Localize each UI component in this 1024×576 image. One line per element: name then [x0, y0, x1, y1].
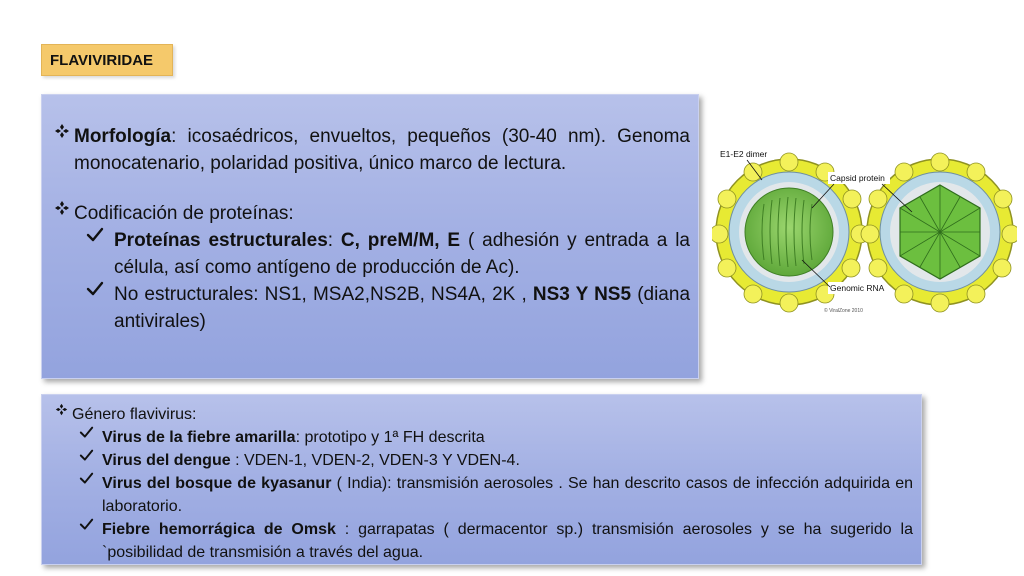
genus-item: [50, 403, 913, 426]
virus-name: Virus del dengue: [102, 452, 231, 469]
virus-desc: : prototipo y 1ª FH descrita: [295, 429, 485, 446]
genus-panel: [41, 394, 922, 565]
structural-proteins: C, preM/M, E: [340, 230, 461, 251]
morphology-label: Morfología: [74, 126, 172, 147]
checkmark-icon: [70, 449, 102, 462]
genus-text: Género flavivirus:: [72, 406, 197, 423]
protein-coding-text: Codificación de proteínas:: [74, 203, 294, 224]
virus-item: [50, 518, 913, 564]
structural-proteins-item: [50, 227, 690, 281]
checkmark-icon: [70, 472, 102, 485]
nonstructural-proteins-item: [50, 281, 690, 335]
checkmark-icon: [76, 281, 114, 297]
nonstructural-bold: NS3 Y NS5: [532, 284, 632, 305]
section-tag: [41, 44, 173, 76]
rna-label: Genomic RNA: [830, 283, 885, 293]
virus-desc: ( India): transmisión aerosoles . Se han descrito casos de infección adquirida en laboratorio.: [102, 475, 913, 515]
nonstructural-tail: (diana antivirales): [114, 284, 691, 332]
virus-item: [50, 426, 913, 449]
checkmark-icon: [70, 518, 102, 531]
structural-text: ( adhesión y entrada a la célula, así como antígeno de producción de Ac).: [114, 230, 690, 278]
protein-coding-item: [50, 200, 690, 227]
diamond-bullet-icon: [50, 200, 74, 216]
virus-desc: : garrapatas ( dermacentor sp.) transmisión aerosoles y se ha sugerido la `posibilidad de transmisión a través del agua.: [102, 521, 914, 561]
morphology-panel: [41, 94, 699, 379]
virus-name: Virus del bosque de kyasanur: [102, 475, 332, 492]
capsid-label: Capsid protein: [830, 173, 885, 183]
virus-name: Fiebre hemorrágica de Omsk: [102, 521, 336, 538]
morphology-text: : icosaédricos, envueltos, pequeños (30-40 nm). Genoma monocatenario, polaridad positiva, único marco de lectura.: [74, 126, 690, 174]
checkmark-icon: [70, 426, 102, 439]
diamond-bullet-icon: [50, 123, 74, 139]
section-tag-label: FLAVIVIRIDAE: [50, 51, 154, 69]
morphology-item: [50, 123, 690, 177]
checkmark-icon: [76, 227, 114, 243]
virus-item: [50, 472, 913, 518]
virus-name: Virus de la fiebre amarilla: [102, 429, 296, 446]
diamond-bullet-icon: [50, 403, 72, 416]
structural-label: Proteínas estructurales: [114, 230, 328, 251]
nonstructural-text: No estructurales: NS1, MSA2,NS2B, NS4A, 2K ,: [114, 284, 533, 305]
flavivirus-structure-illustration: [712, 142, 1017, 320]
figure-credit: © ViralZone 2010: [824, 308, 863, 314]
virus-item: [50, 449, 913, 472]
dimer-label: E1-E2 dimer: [720, 149, 768, 159]
virus-desc: : VDEN-1, VDEN-2, VDEN-3 Y VDEN-4.: [230, 452, 520, 469]
structural-sep: :: [327, 230, 341, 251]
